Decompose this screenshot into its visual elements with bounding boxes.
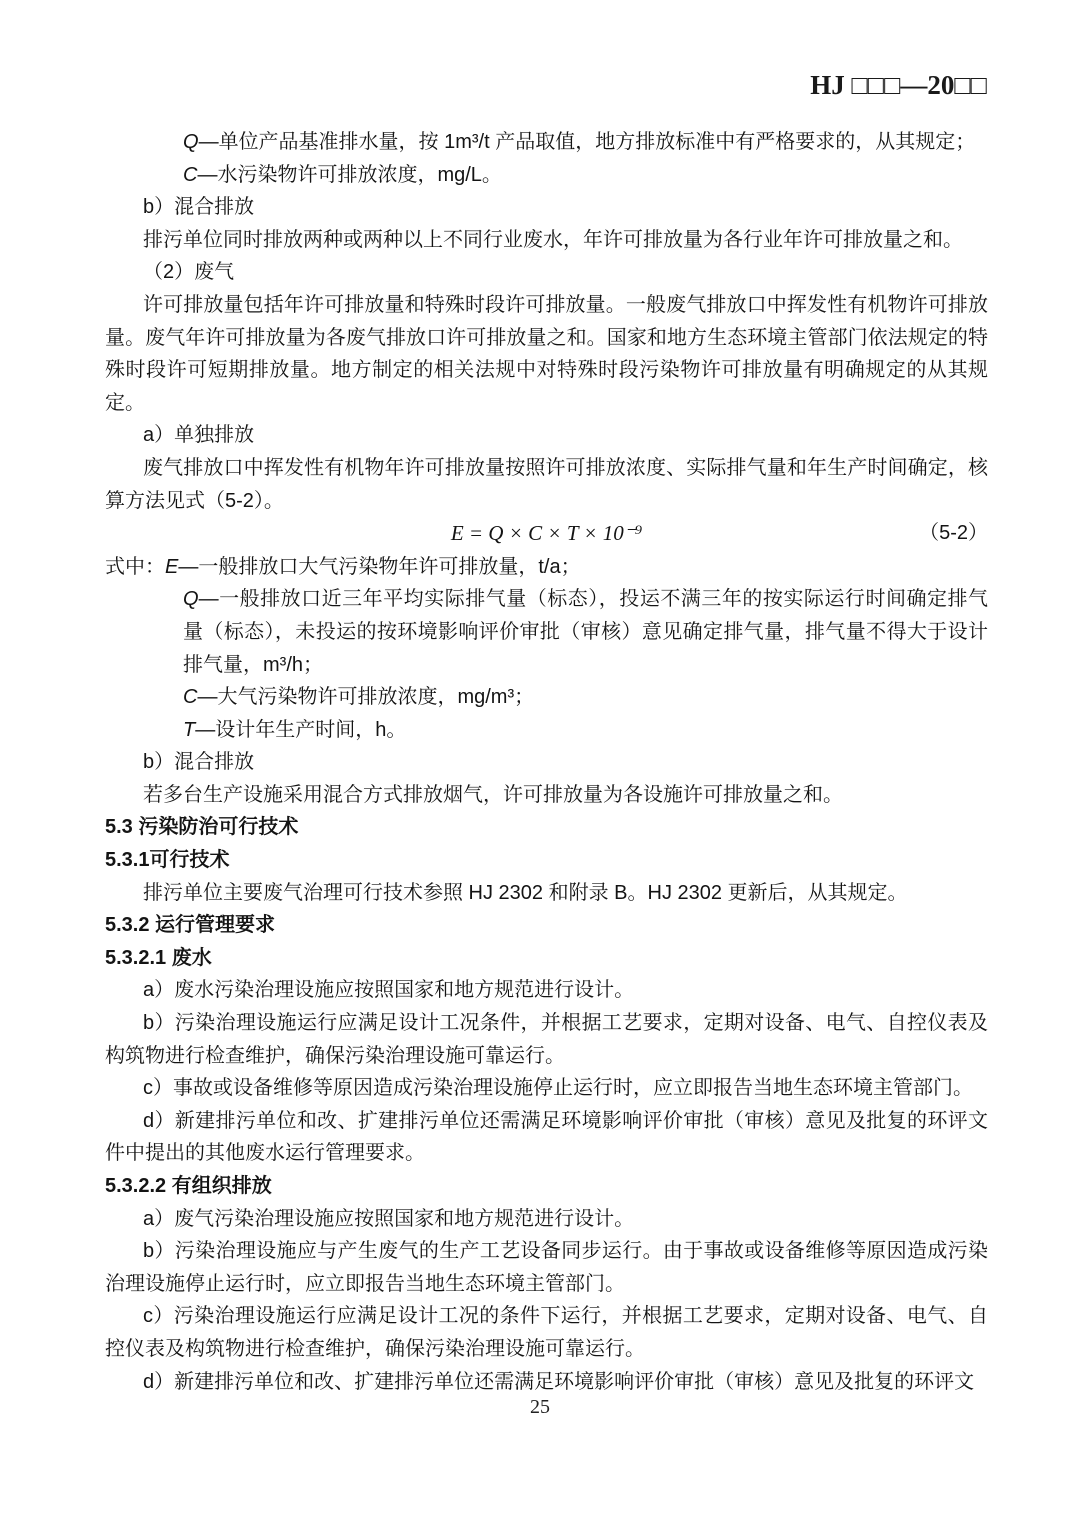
list-item: b）混合排放 xyxy=(143,751,255,774)
symbol-text: —一般排放口大气污染物年许可排放量，t/a； xyxy=(178,555,581,578)
page-header xyxy=(810,70,987,101)
document-body xyxy=(105,126,988,1398)
symbol-definition xyxy=(105,714,988,747)
paragraph: 许可排放量包括年许可排放量和特殊时段许可排放量。一般废气排放口中挥发性有机物许可排放量。废气年许可排放量为各废气排放口许可排放量之和。国家和地方生态环境主管部门依法规定的特殊时段许可短期排放量。地方制定的相关法规中对特殊时段污染物许可排放量有明确规定的从其规定。 xyxy=(105,293,988,414)
paragraph: 废气排放口中挥发性有机物年许可排放量按照许可排放浓度、实际排气量和年生产时间确定，核算方法见式（5-2）。 xyxy=(105,456,988,512)
section-heading: 5.3.1可行技术 xyxy=(105,849,230,872)
symbol-definition xyxy=(105,681,988,714)
symbol-var: T xyxy=(183,718,196,741)
paragraph: c）污染治理设施运行应满足设计工况的条件下运行，并根据工艺要求，定期对设备、电气、自控仪表及构筑物进行检查维护，确保污染治理设施可靠运行。 xyxy=(105,1305,988,1360)
equation-row xyxy=(105,517,988,551)
paragraph: 排污单位同时排放两种或两种以上不同行业废水，年许可排放量为各行业年许可排放量之和。 xyxy=(143,228,963,251)
symbol-text: —设计年生产时间，h。 xyxy=(195,718,407,741)
symbol-text: —水污染物许可排放浓度，mg/L。 xyxy=(197,163,502,186)
paragraph: 排污单位主要废气治理可行技术参照 HJ 2302 和附录 B。HJ 2302 更新后，从其规定。 xyxy=(143,881,908,904)
section-heading: 5.3.2.1 废水 xyxy=(105,946,212,969)
where-prefix: 式中： xyxy=(105,555,165,578)
symbol-text: —一般排放口近三年平均实际排气量（标态），投运不满三年的按实际运行时间确定排气量（标态），未投运的按环境影响评价审批（审核）意见确定排气量，排气量不得大于设计排气量，m³/h； xyxy=(183,588,988,676)
symbol-var: C xyxy=(183,686,198,709)
section-heading: 5.3.2.2 有组织排放 xyxy=(105,1175,272,1197)
symbol-definition xyxy=(105,583,988,681)
page-footer xyxy=(0,1396,1080,1419)
equation-number: （5-2） xyxy=(919,522,988,545)
paragraph: a）废水污染治理设施应按照国家和地方规范进行设计。 xyxy=(143,979,635,1002)
symbol-text: —大气污染物许可排放浓度，mg/m³； xyxy=(197,686,535,709)
symbol-definition xyxy=(105,159,988,192)
list-item: （2）废气 xyxy=(143,261,235,284)
paragraph: 若多台生产设施采用混合方式排放烟气，许可排放量为各设施许可排放量之和。 xyxy=(143,783,843,806)
symbol-definition xyxy=(105,126,988,159)
paragraph: c）事故或设备维修等原因造成污染治理设施停止运行时，应立即报告当地生态环境主管部门。 xyxy=(143,1077,973,1100)
equation: E = Q × C × T × 10⁻⁹ xyxy=(450,521,643,546)
paragraph: b）污染治理设施应与产生废气的生产工艺设备同步运行。由于事故或设备维修等原因造成污染治理设施停止运行时，应立即报告当地生态环境主管部门。 xyxy=(105,1240,988,1295)
where-clause xyxy=(105,551,988,584)
paragraph: d）新建排污单位和改、扩建排污单位还需满足环境影响评价审批（审核）意见及批复的环评文 xyxy=(143,1370,975,1393)
symbol-var: E xyxy=(165,555,179,578)
symbol-var: Q xyxy=(183,588,199,611)
symbol-text: —单位产品基准排水量，按 1m³/t 产品取值，地方排放标准中有严格要求的，从其规定； xyxy=(198,131,976,153)
page-number: 25 xyxy=(530,1396,550,1418)
symbol-var: C xyxy=(183,163,198,186)
paragraph: d）新建排污单位和改、扩建排污单位还需满足环境影响评价审批（审核）意见及批复的环评文件中提出的其他废水运行管理要求。 xyxy=(105,1109,988,1165)
standard-number: HJ □□□—20□□ xyxy=(810,70,987,100)
list-item: b）混合排放 xyxy=(143,196,255,219)
list-item: a）单独排放 xyxy=(143,424,255,447)
section-heading: 5.3 污染防治可行技术 xyxy=(105,816,299,839)
paragraph: b）污染治理设施运行应满足设计工况条件，并根据工艺要求，定期对设备、电气、自控仪表及构筑物进行检查维护，确保污染治理设施可靠运行。 xyxy=(105,1012,988,1067)
paragraph: a）废气污染治理设施应按照国家和地方规范进行设计。 xyxy=(143,1207,635,1230)
symbol-var: Q xyxy=(183,131,199,153)
section-heading: 5.3.2 运行管理要求 xyxy=(105,914,276,937)
